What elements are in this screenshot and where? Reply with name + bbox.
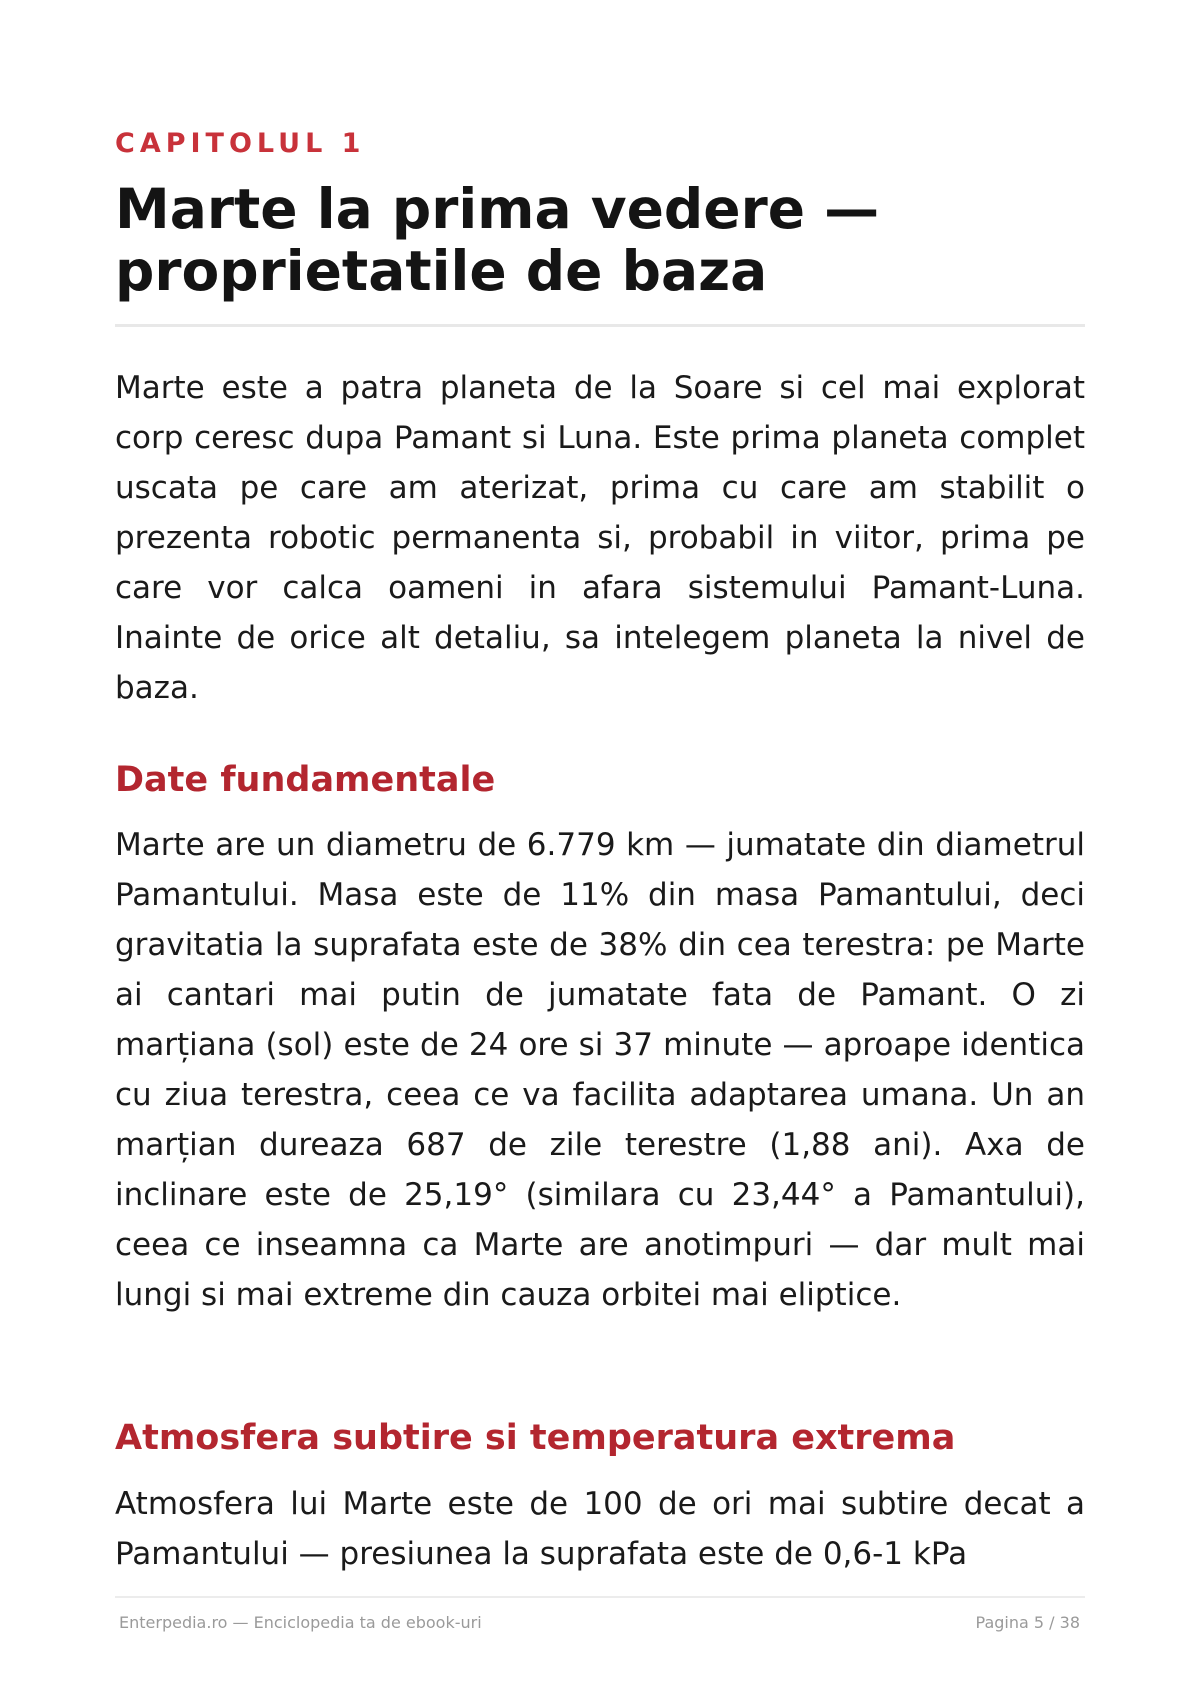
section-paragraph-date-fundamentale: Marte are un diametru de 6.779 km — jumatate din diametrul Pamantului. Masa este de 11% din masa Pamantului, deci gravitatia la suprafata este de 38% din cea terestra: pe Marte ai cantari mai putin de jumatate fata de Pamant. O zi marțiana (sol) este de 24 ore si 37 minute — aproape identica cu ziua terestra, ceea ce va facilita adaptarea umana. Un an marțian dureaza 687 de zile terestre (1,88 ani). Axa de inclinare este de 25,19° (similara cu 23,44° a Pamantului), ceea ce inseamna ca Marte are anotimpuri — dar mult mai lungi si mai extreme din cauza orbitei mai eliptice. [115, 827, 1085, 1313]
section-heading-date-fundamentale: Date fundamentale [115, 760, 496, 800]
section-heading-atmosfera: Atmosfera subtire si temperatura extrema [115, 1418, 956, 1458]
footer-divider [115, 1596, 1085, 1598]
footer-page-number: Pagina 5 / 38 [975, 1613, 1080, 1632]
intro-paragraph: Marte este a patra planeta de la Soare si cel mai explorat corp ceresc dupa Pamant si Luna. Este prima planeta complet uscata pe care am aterizat, prima cu care am stabilit o prezenta robotic permanenta si, probabil in viitor, prima pe care vor calca oameni in afara sistemului Pamant-Luna. Inainte de orice alt detaliu, sa intelegem planeta la nivel de baza. [115, 370, 1085, 706]
chapter-label: CAPITOLUL 1 [115, 128, 366, 159]
document-page [115, 0, 1085, 1683]
footer-site-name: Enterpedia.ro — Enciclopedia ta de ebook-uri [119, 1613, 482, 1632]
chapter-title: Marte la prima vedere — proprietatile de baza [115, 177, 880, 303]
title-divider [115, 324, 1085, 327]
section-paragraph-atmosfera: Atmosfera lui Marte este de 100 de ori mai subtire decat a Pamantului — presiunea la suprafata este de 0,6-1 kPa [115, 1486, 1085, 1572]
